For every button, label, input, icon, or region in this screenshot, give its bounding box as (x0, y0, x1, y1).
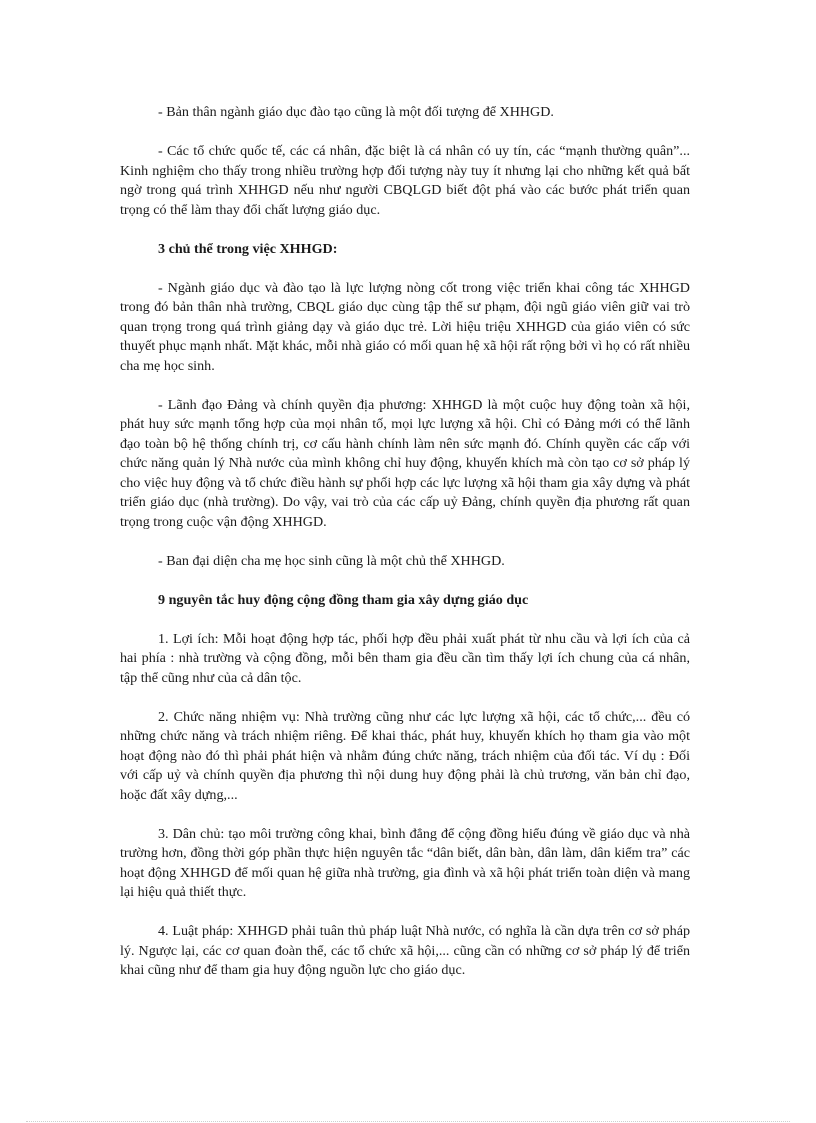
paragraph-education-sector-core: - Ngành giáo dục và đào tạo là lực lượng nòng cốt trong việc triển khai công tác XHHGD trong đó bản thân nhà trường, CBQL giáo dục cùng tập thể sư phạm, đội ngũ giáo viên giữ vai trò quan trọng trong quá trình giảng dạy và giáo dục trẻ. Lời hiệu triệu XHHGD của giáo viên có sức thuyết phục mạnh nhất. Mặt khác, mỗi nhà giáo có mối quan hệ xã hội rất rộng bởi vì họ có rất nhiều cha mẹ học sinh. (120, 279, 690, 374)
page-bottom-divider (26, 1121, 790, 1122)
paragraph-party-leadership: - Lãnh đạo Đảng và chính quyền địa phương: XHHGD là một cuộc huy động toàn xã hội, phát huy sức mạnh tổng hợp của mọi nhân tố, mọi lực lượng xã hội. Chỉ có Đảng mới có thể lãnh đạo toàn bộ hệ thống chính trị, cơ cấu hành chính làm nên sức mạnh đó. Chính quyền các cấp với chức năng quản lý Nhà nước của mình không chỉ huy động, khuyến khích mà còn tạo cơ sở pháp lý cho việc huy động và tổ chức điều hành sự phối hợp các lực lượng xã hội tham gia xây dựng và phát triển giáo dục (nhà trường). Do vậy, vai trò của các cấp uỷ Đảng, chính quyền địa phương rất quan trọng trong cuộc vận động XHHGD. (120, 396, 690, 530)
paragraph-principle-benefit: 1. Lợi ích: Mỗi hoạt động hợp tác, phối hợp đều phải xuất phát từ nhu cầu và lợi ích của cả hai phía : nhà trường và cộng đồng, mỗi bên tham gia đều cần tìm thấy lợi ích chung của cá nhân, tập thể cũng như của cả dân tộc. (120, 630, 690, 686)
document-body (120, 103, 690, 1000)
heading-three-subjects: 3 chủ thể trong việc XHHGD: (158, 240, 338, 257)
paragraph-principle-democracy: 3. Dân chủ: tạo môi trường công khai, bình đẳng để cộng đồng hiểu đúng về giáo dục và nhà trường hơn, đồng thời góp phần thực hiện nguyên tắc “dân biết, dân bàn, dân làm, dân kiểm tra” các hoạt động XHHGD để mối quan hệ giữa nhà trường, gia đình và xã hội phát triển toàn diện và mang lại hiệu quả thiết thực. (120, 825, 690, 900)
paragraph-international-organizations: - Các tổ chức quốc tế, các cá nhân, đặc biệt là cá nhân có uy tín, các “mạnh thường quân”... Kinh nghiệm cho thấy trong nhiều trường hợp đối tượng này tuy ít nhưng lại cho những kết quả bất ngờ trong quá trình XHHGD nếu như người CBQLGD biết đột phá vào các bước phát triển quan trọng có thể làm thay đổi chất lượng giáo dục. (120, 143, 690, 218)
paragraph-parents-board: - Ban đại diện cha mẹ học sinh cũng là một chủ thể XHHGD. (158, 552, 505, 569)
paragraph-principle-law: 4. Luật pháp: XHHGD phải tuân thủ pháp luật Nhà nước, có nghĩa là cần dựa trên cơ sở pháp lý. Ngược lại, các cơ quan đoàn thể, các tổ chức xã hội,... cũng cần có những cơ sở pháp lý để triển khai cũng như để tham gia huy động nguồn lực cho giáo dục. (120, 923, 690, 978)
paragraph-education-sector-object: - Bản thân ngành giáo dục đào tạo cũng là một đối tượng để XHHGD. (158, 104, 554, 120)
heading-nine-principles: 9 nguyên tắc huy động cộng đồng tham gia xây dựng giáo dục (158, 591, 529, 608)
paragraph-principle-function: 2. Chức năng nhiệm vụ: Nhà trường cũng như các lực lượng xã hội, các tổ chức,... đều có những chức năng và trách nhiệm riêng. Để khai thác, phát huy, khuyến khích họ tham gia vào một hoạt động nào đó thì phải phát hiện và nhằm đúng chức năng, trách nhiệm của đối tác. Ví dụ : Đối với cấp uỷ và chính quyền địa phương thì nội dung huy động phải là chủ trương, văn bản chỉ đạo, hoặc đất xây dựng,... (120, 708, 690, 803)
